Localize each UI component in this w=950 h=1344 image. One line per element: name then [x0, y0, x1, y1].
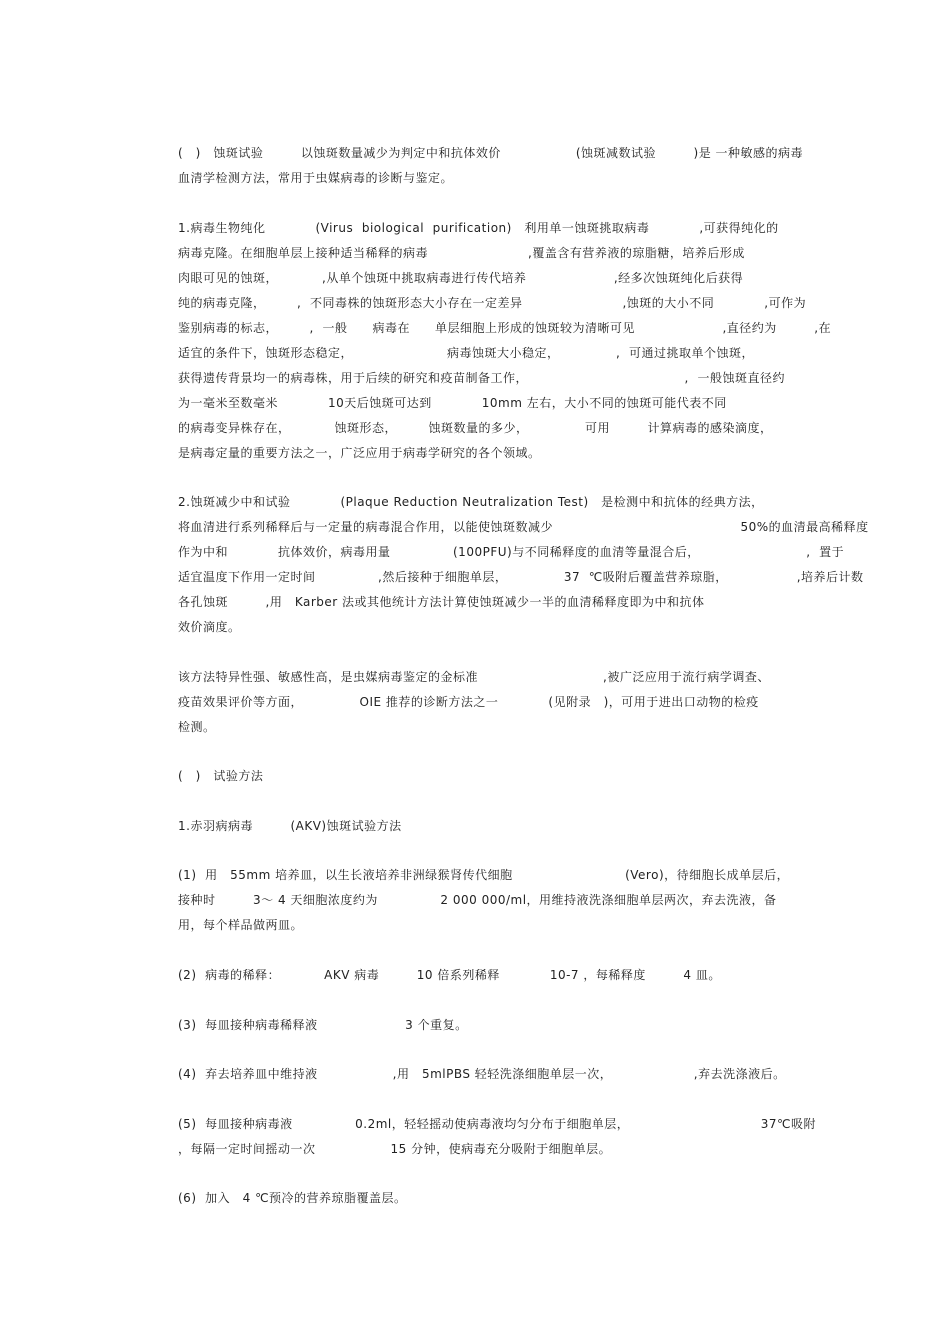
- doc-line: 适宜温度下作用一定时间 ,然后接种于细胞单层， 37 ℃吸附后覆盖营养琼脂， ,培养后计数: [178, 570, 864, 584]
- doc-line: 病毒克隆。在细胞单层上接种适当稀释的病毒 ,覆盖含有营养液的琼脂糖，培养后形成: [178, 246, 745, 260]
- doc-line: 将血清进行系列稀释后与一定量的病毒混合作用，以能使蚀斑数减少 50%的血清最高稀释度: [178, 520, 869, 534]
- doc-line: 作为中和 抗体效价，病毒用量 (100PFU)与不同稀释度的血清等量混合后， , 置于: [178, 545, 845, 559]
- doc-line: ( ) 试验方法: [178, 769, 264, 783]
- doc-line: (5) 每皿接种病毒液 0.2ml，轻轻摇动使病毒液均匀分布于细胞单层， 37℃吸附: [178, 1117, 816, 1131]
- doc-line: 2.蚀斑减少中和试验 (Plaque Reduction Neutralization Test) 是检测中和抗体的经典方法，: [178, 495, 764, 509]
- doc-line: 1.赤羽病病毒 (AKV)蚀斑试验方法: [178, 819, 402, 833]
- doc-line: ( ) 蚀斑试验 以蚀斑数量减少为判定中和抗体效价 (蚀斑减数试验 )是 一种敏感的病毒: [178, 146, 804, 160]
- doc-line: 1.病毒生物纯化 (Virus biological purification) 利用单一蚀斑挑取病毒 ,可获得纯化的: [178, 221, 779, 235]
- doc-line: (3) 每皿接种病毒稀释液 3 个重复。: [178, 1018, 468, 1032]
- doc-line: (2) 病毒的稀释： AKV 病毒 10 倍系列稀释 10-7 ，每稀释度 4 皿。: [178, 968, 721, 982]
- doc-line: 适宜的条件下，蚀斑形态稳定， 病毒蚀斑大小稳定， , 可通过挑取单个蚀斑，: [178, 346, 754, 360]
- doc-line: (1) 用 55mm 培养皿，以生长液培养非洲绿猴肾传代细胞 (Vero)，待细胞长成单层后，: [178, 868, 790, 882]
- doc-line: 用，每个样品做两皿。: [178, 918, 304, 932]
- doc-line: ，每隔一定时间摇动一次 15 分钟，使病毒充分吸附于细胞单层。: [178, 1142, 612, 1156]
- doc-line: 为一毫米至数毫米 10天后蚀斑可达到 10mm 左右，大小不同的蚀斑可能代表不同: [178, 396, 727, 410]
- doc-line: 鉴别病毒的标志， , 一般 病毒在 单层细胞上形成的蚀斑较为清晰可见 ,直径约为 ,在: [178, 321, 832, 335]
- doc-line: 是病毒定量的重要方法之一，广泛应用于病毒学研究的各个领域。: [178, 446, 541, 460]
- doc-line: 肉眼可见的蚀斑， ,从单个蚀斑中挑取病毒进行传代培养 ,经多次蚀斑纯化后获得: [178, 271, 744, 285]
- doc-line: 效价滴度。: [178, 620, 241, 634]
- doc-line: (6) 加入 4 ℃预冷的营养琼脂覆盖层。: [178, 1191, 407, 1205]
- doc-line: (4) 弃去培养皿中维持液 ,用 5mlPBS 轻轻洗涤细胞单层一次， ,弃去洗涤液后。: [178, 1067, 786, 1081]
- doc-line: 该方法特异性强、敏感性高，是虫媒病毒鉴定的金标准 ,被广泛应用于流行病学调查、: [178, 670, 770, 684]
- doc-line: 获得遗传背景均一的病毒株，用于后续的研究和疫苗制备工作， , 一般蚀斑直径约: [178, 371, 785, 385]
- doc-line: 检测。: [178, 720, 216, 734]
- doc-line: 血清学检测方法，常用于虫媒病毒的诊断与鉴定。: [178, 171, 454, 185]
- doc-line: 接种时 3～ 4 天细胞浓度约为 2 000 000/ml，用维持液洗涤细胞单层两次，弃去洗液，备: [178, 893, 777, 907]
- doc-line: 各孔蚀斑 ,用 Karber 法或其他统计方法计算使蚀斑减少一半的血清稀释度即为中和抗体: [178, 595, 705, 609]
- doc-line: 纯的病毒克隆， , 不同毒株的蚀斑形态大小存在一定差异 ,蚀斑的大小不同 ,可作为: [178, 296, 807, 310]
- doc-line: 疫苗效果评价等方面， OIE 推荐的诊断方法之一 (见附录 )，可用于进出口动物的检疫: [178, 695, 759, 709]
- doc-line: 的病毒变异株存在， 蚀斑形态， 蚀斑数量的多少， 可用 计算病毒的感染滴度，: [178, 421, 773, 435]
